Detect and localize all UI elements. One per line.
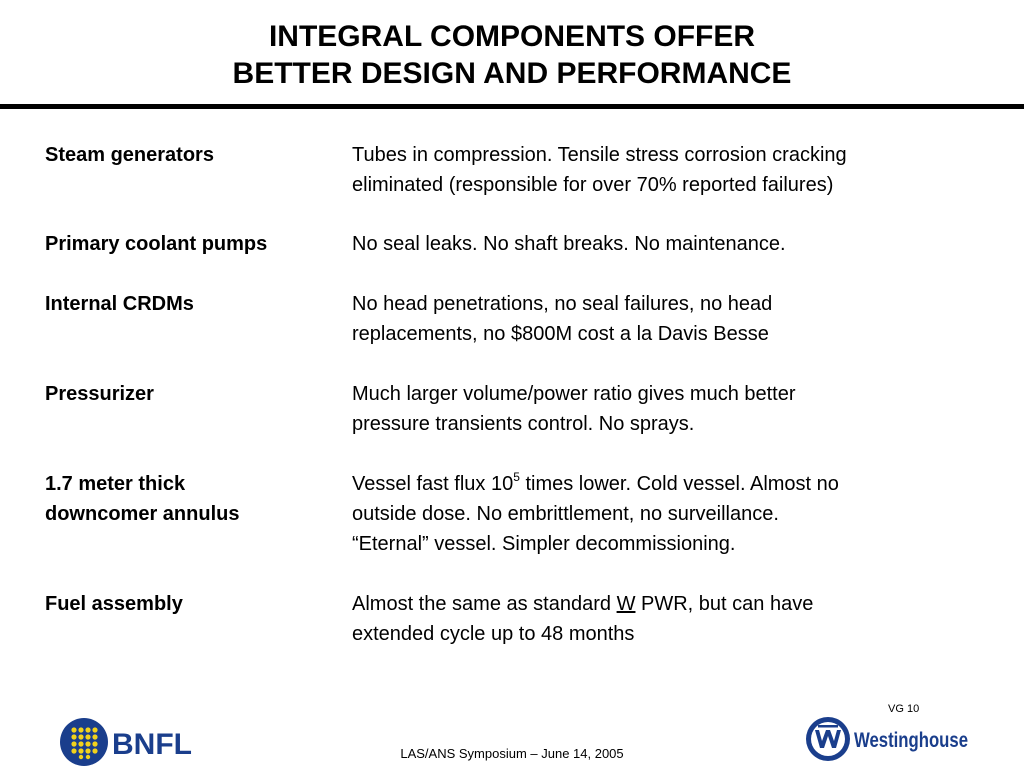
exponent: 5 [513,470,520,485]
component-description [352,140,992,200]
desc-line: No head penetrations, no seal failures, no head [352,293,773,315]
component-description [352,379,992,439]
label-line: downcomer annulus [45,503,240,525]
desc-line: “Eternal” vessel. Simpler decommissioning. [352,533,736,555]
desc-line: No seal leaks. No shaft breaks. No maintenance. [352,233,786,255]
component-label [45,589,345,619]
desc-line: pressure transients control. No sprays. [352,413,695,435]
component-description [352,589,992,649]
desc-line: Much larger volume/power ratio gives much better [352,383,796,405]
component-description [352,289,992,349]
component-label [45,289,345,319]
desc-text: Almost the same as standard [352,593,617,615]
westinghouse-mark: W [616,593,636,615]
slide-number: VG 10 [888,703,920,715]
desc-line: Tubes in compression. Tensile stress corrosion cracking [352,144,847,166]
desc-line: outside dose. No embrittlement, no surveillance. [352,503,779,525]
bnfl-logo-text: BNFL [112,728,192,761]
westinghouse-logo [804,714,974,764]
footer-text: LAS/ANS Symposium – June 14, 2005 [400,746,624,761]
component-label [45,229,345,259]
label-line: 1.7 meter thick [45,473,186,495]
component-description [352,469,992,559]
label-line: Primary coolant pumps [45,233,268,255]
component-label [45,140,345,170]
desc-text: PWR, but can have [635,593,814,615]
label-line: Fuel assembly [45,593,183,615]
desc-line: extended cycle up to 48 months [352,623,635,645]
desc-line: eliminated (responsible for over 70% reported failures) [352,174,834,196]
label-line: Steam generators [45,144,214,166]
component-label [45,469,345,529]
component-label [45,379,345,409]
title-line-1: INTEGRAL COMPONENTS OFFER [268,20,756,53]
component-description [352,229,992,259]
desc-line [352,469,992,499]
label-line: Internal CRDMs [45,293,194,315]
desc-line: replacements, no $800M cost a la Davis Besse [352,323,769,345]
desc-text: Vessel fast flux 10 [352,473,514,495]
desc-text: times lower. Cold vessel. Almost no [519,473,839,495]
title-line-2: BETTER DESIGN AND PERFORMANCE [232,57,792,90]
westinghouse-logo-text: Westinghouse [854,729,968,752]
label-line: Pressurizer [45,383,154,405]
westinghouse-bar [818,725,838,728]
desc-line [352,589,992,619]
